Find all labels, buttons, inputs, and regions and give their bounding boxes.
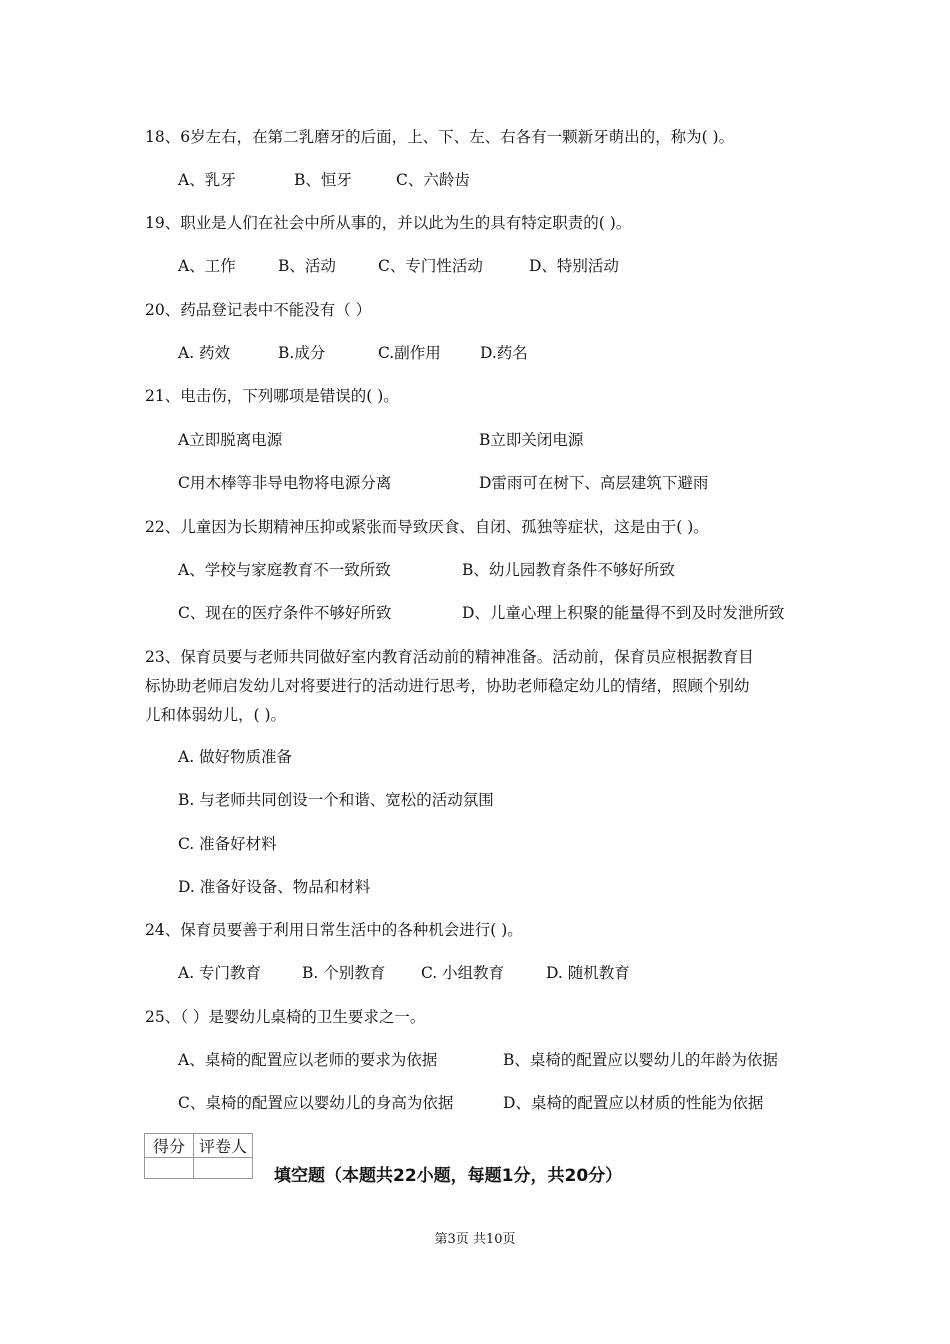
question-19-option-d: D、特别活动 [529,257,619,275]
page-footer: 第3页 共10页 [434,1232,516,1247]
question-21-option-d: D雷雨可在树下、高层建筑下避雨 [479,474,709,492]
question-18-option-a: A、乳牙 [178,171,236,189]
score-cell [145,1158,194,1179]
question-20-option-c: C.副作用 [378,344,441,362]
question-23-option-b: B. 与老师共同创设一个和谐、宽松的活动氛围 [178,791,494,809]
question-20-option-a: A. 药效 [178,344,231,362]
question-22-option-a: A、学校与家庭教育不一致所致 [178,561,391,579]
question-23-stem-line-3: 儿和体弱幼儿，( )。 [145,706,287,724]
question-22-option-d: D、儿童心理上积聚的能量得不到及时发泄所致 [462,604,785,622]
question-22-stem: 22、儿童因为长期精神压抑或紧张而导致厌食、自闭、孤独等症状，这是由于( )。 [145,518,709,536]
question-25-option-a: A、桌椅的配置应以老师的要求为依据 [178,1051,438,1069]
question-20-stem: 20、药品登记表中不能没有（ ） [145,301,372,319]
question-19-stem: 19、职业是人们在社会中所从事的，并以此为生的具有特定职责的( )。 [145,214,632,232]
question-20-option-b: B.成分 [278,344,326,362]
question-20-option-d: D.药名 [480,344,528,362]
question-21-option-a: A立即脱离电源 [178,431,283,449]
question-24-stem: 24、保育员要善于利用日常生活中的各种机会进行( )。 [145,921,523,939]
question-21-option-b: B立即关闭电源 [479,431,584,449]
question-18-stem: 18、6岁左右，在第二乳磨牙的后面，上、下、左、右各有一颗新牙萌出的，称为( )。 [145,128,735,146]
question-18-option-c: C、六龄齿 [396,171,470,189]
question-23-option-d: D. 准备好设备、物品和材料 [178,878,371,896]
question-22-option-c: C、现在的医疗条件不够好所致 [178,604,392,622]
question-19-option-b: B、活动 [278,257,336,275]
question-18-option-b: B、恒牙 [294,171,352,189]
grader-cell [194,1158,253,1179]
question-19-option-a: A、工作 [178,257,236,275]
question-23-option-c: C. 准备好材料 [178,835,277,853]
question-21-option-c: C用木棒等非导电物将电源分离 [178,474,392,492]
question-21-stem: 21、电击伤，下列哪项是错误的( )。 [145,387,399,405]
grader-label: 评卷人 [194,1134,253,1158]
question-25-stem: 25、（ ）是婴幼儿桌椅的卫生要求之一。 [145,1008,426,1026]
score-table [144,1133,253,1179]
section-title: 填空题（本题共22小题，每题1分，共20分） [274,1166,623,1186]
question-25-option-d: D、桌椅的配置应以材质的性能为依据 [503,1094,764,1112]
question-23-stem-line-1: 23、保育员要与老师共同做好室内教育活动前的精神准备。活动前，保育员应根据教育目 [145,648,754,666]
question-23-option-a: A. 做好物质准备 [178,748,293,766]
question-24-option-c: C. 小组教育 [421,964,505,982]
question-24-option-d: D. 随机教育 [546,964,630,982]
score-label: 得分 [145,1134,194,1158]
question-25-option-b: B、桌椅的配置应以婴幼儿的年龄为依据 [503,1051,778,1069]
question-25-option-c: C、桌椅的配置应以婴幼儿的身高为依据 [178,1094,454,1112]
question-22-option-b: B、幼儿园教育条件不够好所致 [462,561,675,579]
question-24-option-b: B. 个别教育 [302,964,386,982]
question-24-option-a: A. 专门教育 [178,964,262,982]
question-23-stem-line-2: 标协助老师启发幼儿对将要进行的活动进行思考，协助老师稳定幼儿的情绪，照顾个别幼 [145,677,750,695]
question-19-option-c: C、专门性活动 [378,257,483,275]
